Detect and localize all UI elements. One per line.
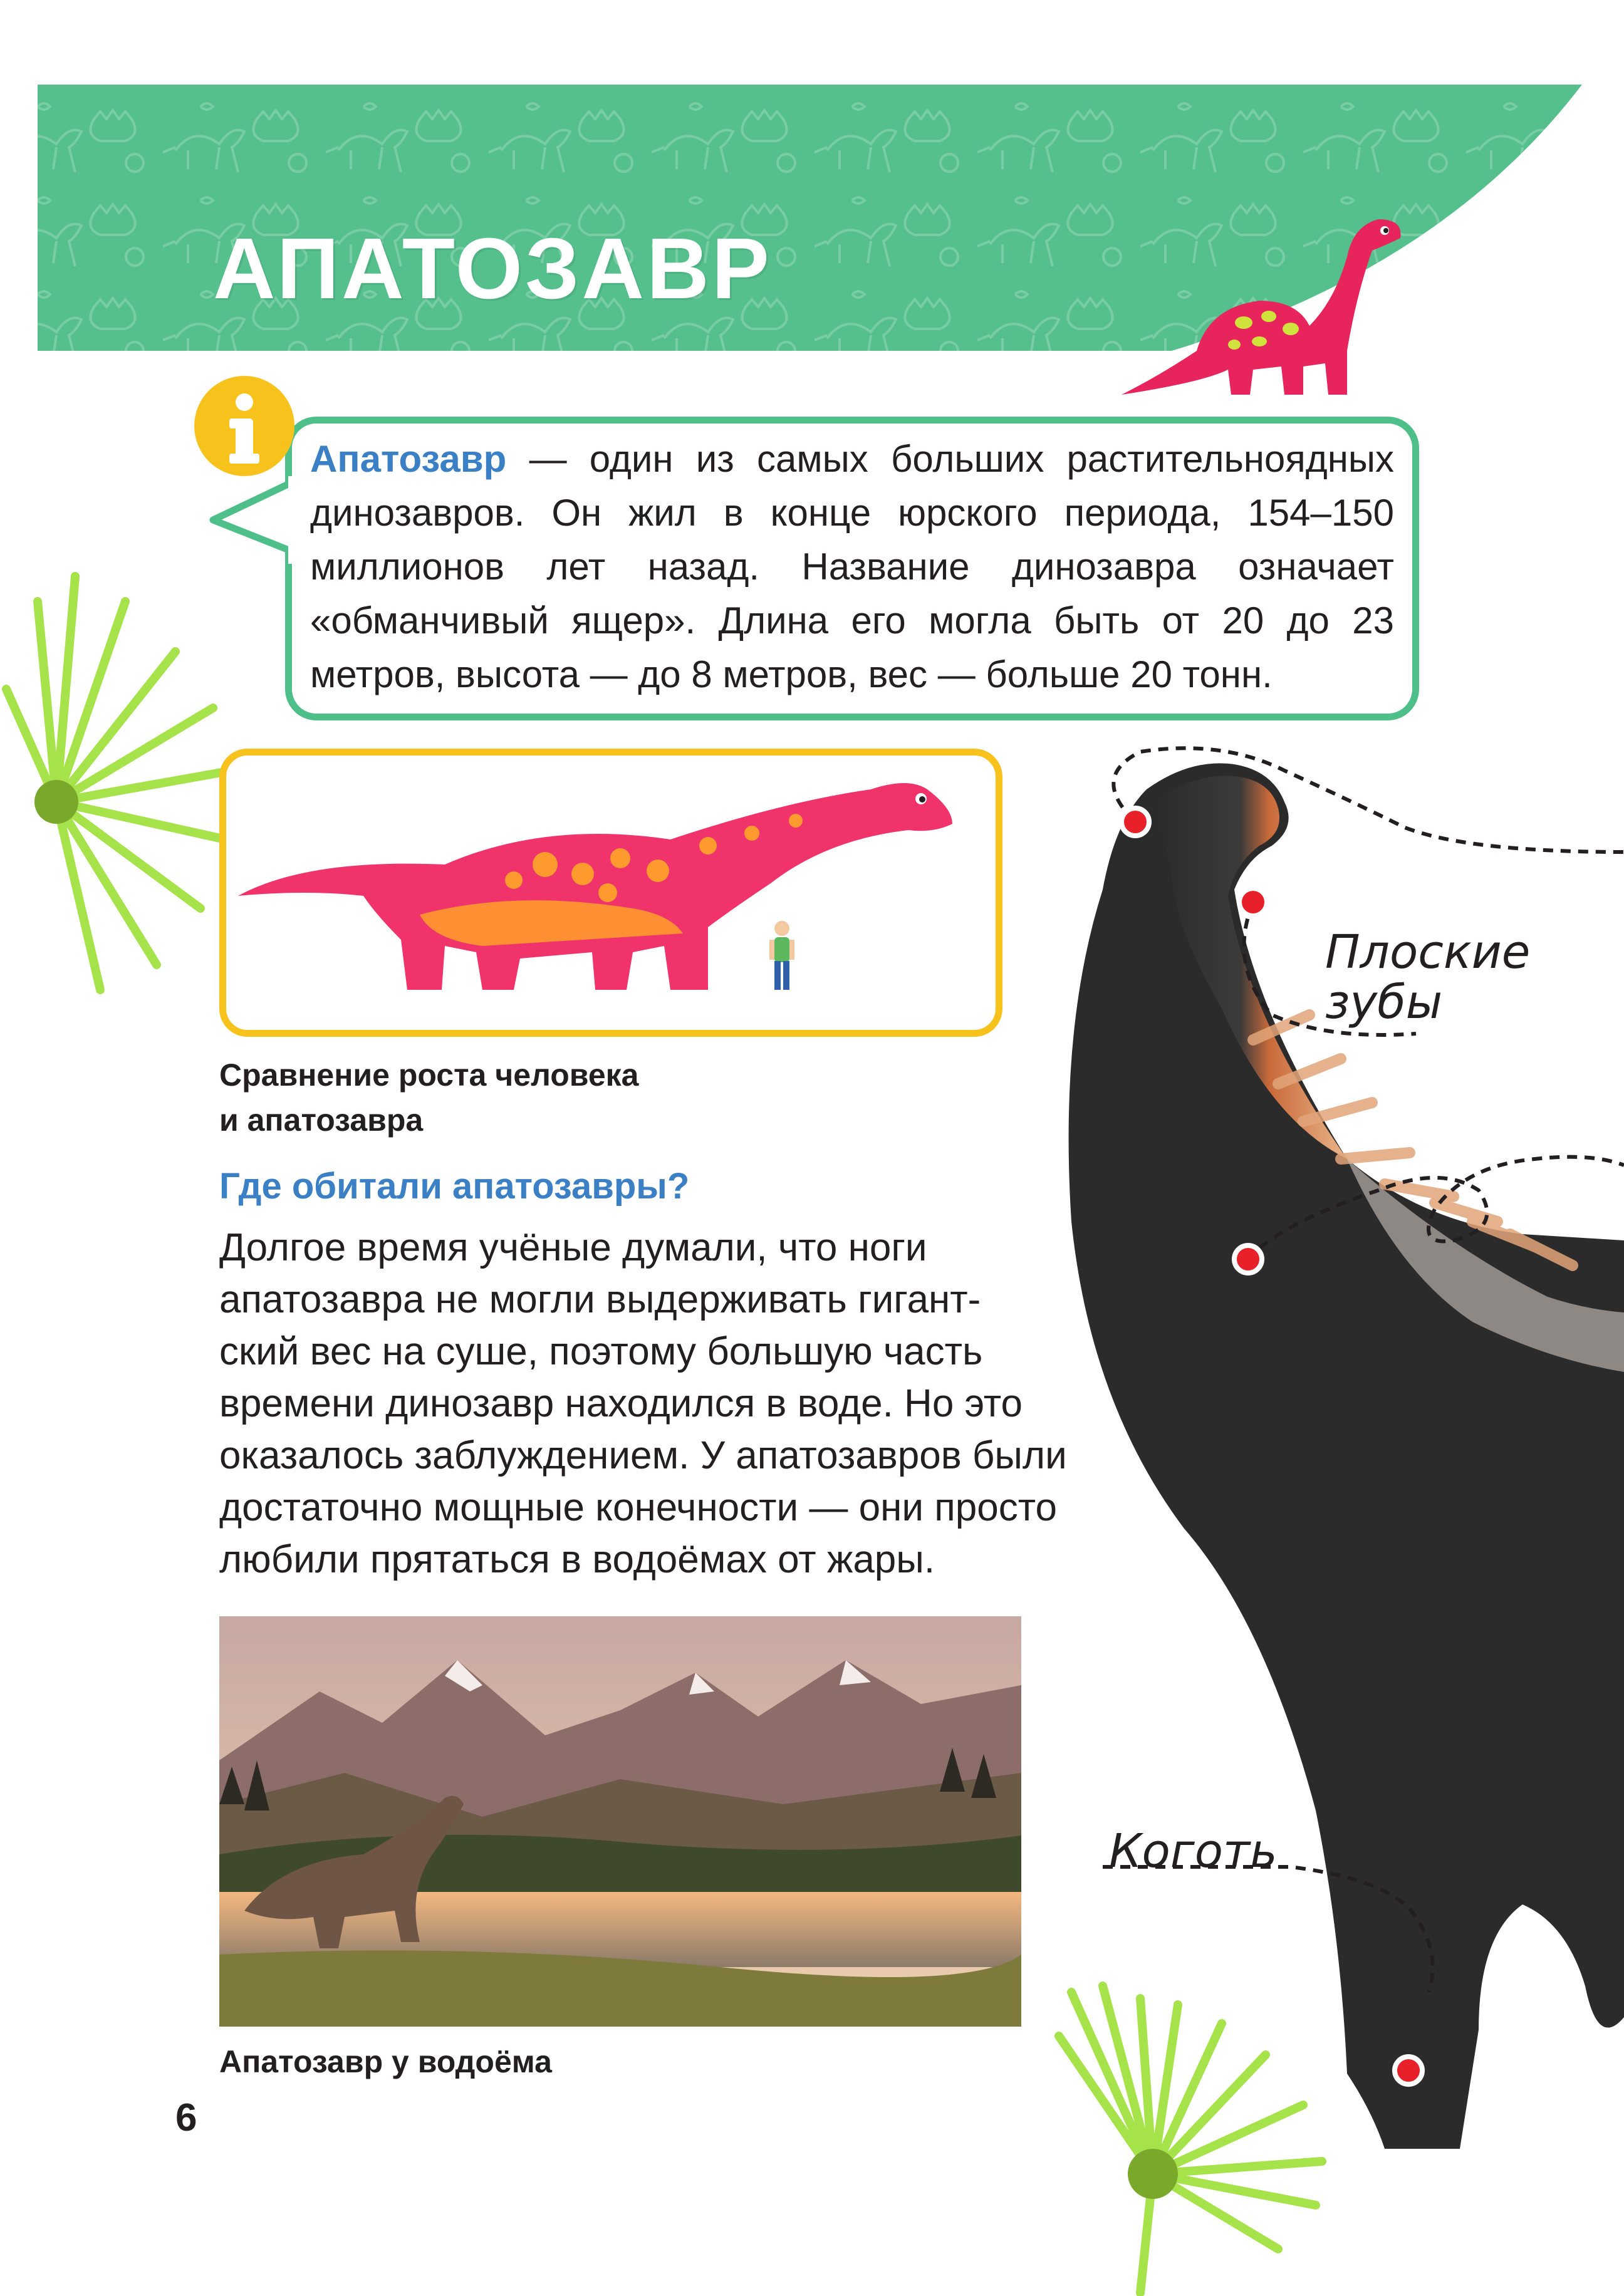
comparison-caption-line2: и апатозавра: [219, 1103, 424, 1138]
pink-dinosaur-illustration: [1109, 207, 1403, 413]
habitat-line: ский вес на суше, поэтому большую часть: [219, 1330, 983, 1373]
section-heading: Где обитали апатозавры?: [219, 1166, 690, 1207]
neck-marker-dot: [1234, 1245, 1262, 1273]
palm-frond-bottom-illustration: [1053, 1980, 1403, 2296]
teeth-label-line1: Плоские: [1325, 925, 1531, 979]
landscape-photo: [219, 1616, 1021, 2027]
habitat-line: достаточно мощные конечности — они просто: [219, 1486, 1057, 1529]
habitat-line: любили прятаться в водоёмах от жары.: [219, 1538, 935, 1581]
habitat-line: оказалось заблуждением. У апатозавров были: [219, 1434, 1067, 1477]
claw-label: Коготь: [1109, 1824, 1278, 1878]
info-term: Апатозавр: [310, 438, 507, 480]
info-icon: [188, 370, 301, 482]
teeth-marker-dot-2: [1239, 888, 1267, 916]
info-text: — один из самых больших растительноядных динозавров. Он жил в конце юрского периода, 154–150 миллионов лет назад. Название динозавра означает «обманчивый ящер». Длина его могла быть от 20 до 23 метров, высота — до 8 метров, вес — больше 20 тонн.: [310, 438, 1394, 695]
info-box-tail: [207, 476, 294, 564]
habitat-paragraph: [219, 1222, 1084, 1586]
teeth-label: [1325, 927, 1530, 1027]
teeth-label-line2: зубы: [1325, 975, 1443, 1029]
info-paragraph: [310, 432, 1394, 702]
comparison-caption: [219, 1052, 638, 1143]
apatosaurus-size-illustration: [232, 764, 990, 1021]
teeth-marker-dot: [1122, 808, 1149, 836]
habitat-line: апатозавра не могли выдерживать гигант-: [219, 1278, 981, 1321]
comparison-caption-line1: Сравнение роста человека: [219, 1057, 639, 1093]
page-number: 6: [175, 2096, 197, 2139]
page-title: АПАТОЗАВР: [213, 221, 772, 317]
habitat-line: Долгое время учёные думали, что ноги: [219, 1226, 927, 1269]
habitat-line: времени динозавр находился в воде. Но это: [219, 1382, 1023, 1425]
photo-caption: Апатозавр у водоёма: [219, 2044, 552, 2079]
